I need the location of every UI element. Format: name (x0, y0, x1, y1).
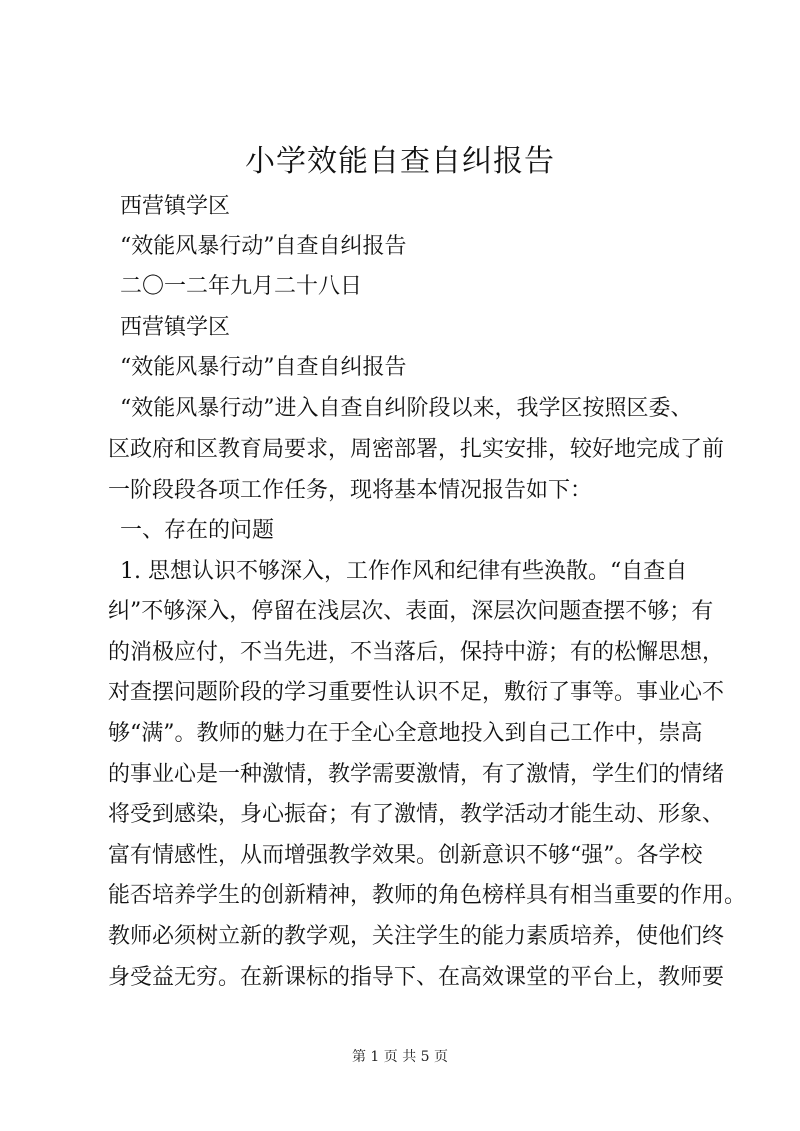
header-org: 西营镇学区 (120, 194, 231, 219)
header-date: 二〇一二年九月二十八日 (120, 274, 363, 299)
section-heading: 一、存在的问题 (120, 518, 275, 543)
document-title: 小学效能自查自纠报告 (245, 144, 555, 179)
body-line: 区政府和区教育局要求，周密部署，扎实安排，较好地完成了前 (108, 437, 725, 462)
body-line: 纠”不够深入，停留在浅层次、表面，深层次问题查摆不够；有 (108, 599, 714, 624)
body-line: 富有情感性，从而增强教学效果。创新意识不够“强”。各学校 (108, 843, 703, 868)
body-line: 1. 思想认识不够深入，工作作风和纪律有些涣散。“自查自 (120, 559, 688, 584)
body-line: 够“满”。教师的魅力在于全心全意地投入到自己工作中，崇高 (108, 721, 703, 746)
body-line: 一阶段段各项工作任务，现将基本情况报告如下： (108, 478, 593, 503)
body-line: 的消极应付，不当先进，不当落后，保持中游；有的松懈思想， (108, 640, 725, 665)
header-org-repeat: 西营镇学区 (120, 315, 231, 340)
body-line: 身受益无穷。在新课标的指导下、在高效课堂的平台上，教师要 (108, 965, 725, 990)
body-line: 教师必须树立新的教学观，关注学生的能力素质培养，使他们终 (108, 924, 725, 949)
page-footer: 第 1 页 共 5 页 (351, 1049, 449, 1065)
header-subtitle-repeat: “效能风暴行动”自查自纠报告 (120, 355, 407, 380)
body-line: 将受到感染，身心振奋；有了激情，教学活动才能生动、形象、 (108, 802, 725, 827)
body-line: 的事业心是一种激情，教学需要激情，有了激情，学生们的情绪 (108, 762, 725, 787)
body-line: “效能风暴行动”进入自查自纠阶段以来，我学区按照区委、 (120, 396, 693, 421)
body-line: 能否培养学生的创新精神，教师的角色榜样具有相当重要的作用。 (108, 883, 747, 908)
body-line: 对查摆问题阶段的学习重要性认识不足，敷衍了事等。事业心不 (108, 680, 725, 705)
header-subtitle: “效能风暴行动”自查自纠报告 (120, 234, 407, 259)
